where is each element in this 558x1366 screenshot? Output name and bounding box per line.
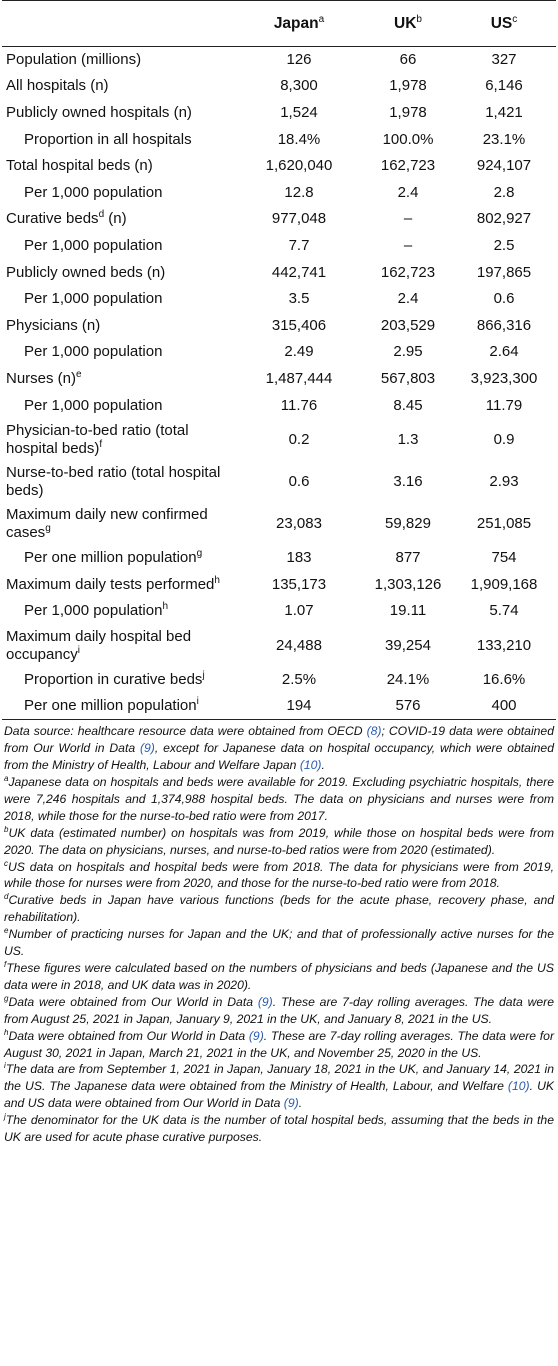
cell-uk: 3.16 [393,472,423,490]
table-footnotes [2,720,556,1146]
table-row [2,73,556,100]
table-body [2,47,556,720]
row-label: Per 1,000 population [24,236,163,254]
footnote-g: $^g$Data were obtained from Our World in Data (9). These are 7-day rolling averages. The data were from August 25, 2021 in Japan, January 9, 2021 in the UK, and January 8, 2021 in the US. [4,993,554,1026]
row-label: Per 1,000 population [24,343,163,361]
reference-link[interactable]: (8) [366,724,382,739]
row-label: Publicly owned hospitals (n) [6,103,192,121]
row-label: Physician-to-bed ratio (total hospital beds)$^f$ [6,421,189,457]
row-label: Nurses $(n)^e$ [6,368,82,387]
reference-link[interactable]: (9) [283,1096,299,1111]
cell-us: 0.6 [493,290,515,308]
cell-uk: 2.4 [397,290,419,308]
cell-japan: 2.5% [281,670,317,688]
cell-us: 802,927 [476,210,532,228]
row-label: Per one million population$^i$ [2,693,234,720]
cell-japan: 8,300 [280,77,318,95]
table-row [2,598,556,625]
cell-uk: 2.4 [397,183,419,201]
footnote-c: $^c$US data on hospitals and hospital beds were from 2018. The data for physicians were from 2019, while those for nurses were from 2020, and those for the nurse-to-bed ratio were from 2018. [4,858,554,891]
cell-uk: 162,723 [380,157,436,175]
cell-japan: 24,488 [276,636,322,654]
cell-uk: 203,529 [380,316,436,334]
cell-japan: 18.4% [277,130,321,148]
footnote-d: $^d$Curative beds in Japan have various functions (beds for the acute phase, recovery phase, and rehabilitation). [4,892,554,925]
row-label: Curative beds$^d$ (n) [6,209,127,228]
cell-uk: 2.95 [393,343,423,361]
cell-us: 0.9 [493,430,515,448]
cell-us: 5.74 [489,602,519,620]
footnote-f: $^f$These figures were calculated based on the numbers of physicians and beds (Japanese and the US data were in 2018, and UK data was in 2020). [4,959,554,992]
cell-us: 6,146 [485,77,523,95]
table-row [2,286,556,313]
cell-japan: 23,083 [276,514,322,532]
cell-japan: 12.8 [284,183,314,201]
cell-japan: 1,524 [280,103,318,121]
cell-uk: 1,303,126 [374,575,442,593]
cell-japan: 2.49 [284,343,314,361]
table-row [2,259,556,286]
cell-japan: 0.2 [288,430,310,448]
reference-link[interactable]: (9) [139,741,155,756]
row-label: Per 1,000 population$^h$ [24,601,169,620]
cell-us: 23.1% [482,130,526,148]
cell-japan: 11.76 [280,396,318,414]
cell-uk: 100.0% [382,130,434,148]
table-row [2,693,556,720]
table-row [2,206,556,233]
table-row [2,100,556,127]
cell-uk: 1,978 [389,77,427,95]
cell-uk: 1,978 [389,103,427,121]
cell-us: 3,923,300 [470,369,538,387]
row-label: Maximum daily new confirmed cases$^g$ [6,505,208,541]
cell-uk: 39,254 [385,636,431,654]
table-row [2,667,556,694]
cell-uk: 8.45 [393,396,423,414]
cell-us: 2.8 [493,183,515,201]
cell-uk: 19.11 [389,602,427,620]
footnote-j: $^j$The denominator for the UK data is the number of total hospital beds, assuming that the beds in the UK are used for acute phase curative purposes. [4,1112,554,1145]
cell-us: 133,210 [476,636,532,654]
row-label: Per 1,000 population [24,183,163,201]
footnote-e: $^e$Number of practicing nurses for Japan and the UK; and that of professionally active nurses for the US. [4,926,554,959]
cell-us: 2.5 [493,236,515,254]
cell-japan: 126 [286,51,312,69]
footnote-a: $^a$Japanese data on hospitals and beds were available for 2019. Excluding psychiatric hospitals, there were 7,246 hospitals and 1,374,988 hospital beds. The data on physicians and nurses were from 2018, while those for the nurse-to-bed ratio were from 2017. [4,773,554,823]
reference-link[interactable]: (10) [507,1079,530,1094]
cell-uk: – [403,236,413,254]
row-label: Per 1,000 population [24,396,163,414]
cell-uk: 576 [364,693,452,720]
row-label: Population (millions) [6,51,142,69]
row-label: Total hospital beds (n) [6,157,153,175]
table-row [2,419,556,461]
cell-japan: 1,620,040 [265,157,333,175]
cell-us: 2.93 [489,472,519,490]
table-row [2,47,556,74]
header-japan: Japan$^a$ [234,1,364,47]
row-label: Publicly owned beds (n) [6,263,166,281]
cell-us: 197,865 [476,263,532,281]
row-label: Per 1,000 population [24,290,163,308]
cell-japan: 315,406 [271,316,327,334]
table-row [2,545,556,572]
table-row [2,503,556,545]
cell-us: 754 [491,549,517,567]
table-row [2,461,556,503]
table-row [2,392,556,419]
cell-us: 866,316 [476,316,532,334]
footnote-source: Data source: healthcare resource data were obtained from OECD (8); COVID-19 data were obtained from Our World in Data (9), except for Japanese data on hospital occupancy, which were obtained from the Ministry of Health, Labour and Welfare Japan (10). [4,724,554,773]
table-row [2,571,556,598]
cell-us: 1,909,168 [470,575,538,593]
cell-us: 11.79 [485,396,523,414]
cell-us: 327 [491,51,517,69]
table-row [2,233,556,260]
cell-japan: 1.07 [284,602,314,620]
row-label: Maximum daily hospital bed occupancy$^i$ [6,627,192,663]
row-label: Proportion in curative beds$^j$ [24,669,205,688]
cell-japan: 442,741 [271,263,327,281]
header-empty [2,1,234,47]
cell-uk: – [403,210,413,228]
table-row [2,366,556,393]
footnote-b: $^b$UK data (estimated number) on hospitals was from 2019, while those on hospital beds were from 2020. The data on physicians, nurses, and nurse-to-bed ratios were from 2020 (estimated). [4,824,554,857]
cell-us: 400 [452,693,556,720]
cell-japan: 135,173 [271,575,327,593]
cell-us: 251,085 [476,514,532,532]
table-row [2,625,556,667]
table-row [2,153,556,180]
row-label: Nurse-to-bed ratio (total hospital beds) [6,463,221,499]
header-us: $US^c$ [452,1,556,47]
row-label: Maximum daily tests performed$^h$ [6,574,220,593]
reference-link[interactable]: (9) [257,994,273,1009]
row-label: All hospitals (n) [6,77,109,95]
cell-uk: 59,829 [385,514,431,532]
cell-us: 924,107 [476,157,532,175]
table-row [2,179,556,206]
table-row [2,339,556,366]
cell-japan: 194 [234,693,364,720]
row-label: Per one million population$^g$ [24,548,203,567]
table-row [2,312,556,339]
cell-uk: 1.3 [397,430,419,448]
reference-link[interactable]: (10) [299,758,322,773]
header-uk: $UK^b$ [364,1,452,47]
footnote-i: $^i$The data are from September 1, 2021 in Japan, January 18, 2021 in the UK, and January 14, 2021 in the US. The Japanese data were obtained from the Ministry of Health, Labour, and Welfare (10). UK and US data were obtained from Our World in Data (9). [4,1061,554,1111]
cell-uk: 567,803 [380,369,436,387]
cell-uk: 162,723 [380,263,436,281]
cell-uk: 24.1% [386,670,430,688]
cell-japan: 183 [286,549,312,567]
footnote-h: $^h$Data were obtained from Our World in Data (9). These are 7-day rolling averages. The data were for August 30, 2021 in Japan, March 21, 2021 in the UK, and November 25, 2020 in the US. [4,1027,555,1060]
cell-us: 16.6% [482,670,526,688]
cell-uk: 66 [399,51,417,69]
cell-us: 1,421 [485,103,523,121]
cell-japan: 7.7 [288,236,310,254]
cell-japan: 1,487,444 [265,369,333,387]
table-row [2,126,556,153]
row-label: Proportion in all hospitals [24,130,192,148]
header-row [2,1,556,47]
comparison-table [2,0,556,720]
cell-japan: 3.5 [288,290,310,308]
cell-uk: 877 [395,549,421,567]
cell-japan: 0.6 [288,472,310,490]
cell-us: 2.64 [489,343,519,361]
reference-link[interactable]: (9) [248,1028,264,1043]
row-label: Physicians (n) [6,316,101,334]
cell-japan: 977,048 [271,210,327,228]
